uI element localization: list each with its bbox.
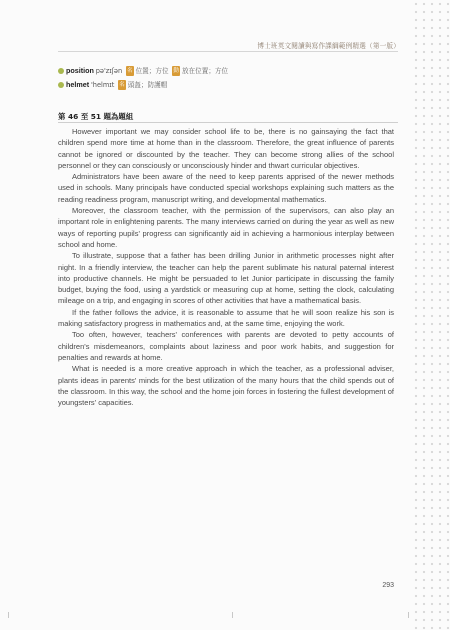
paragraph: However important we may consider school life to be, there is no gainsaying the fact that children spend more time at home than in the classroom. Therefore, the great influence of parents cannot be ignored or discounted by the teacher. They can become strong allies of the school personnel or they can consciously or unconsciously hinder and thwart curricular objectives. xyxy=(58,127,394,170)
paragraph: Too often, however, teachers' conferences with parents are devoted to petty accounts of children's misdemeanors, complaints about laziness and poor work habits, and suggestion for penalties and rewards at home. xyxy=(58,330,394,362)
section-title: 第 46 至 51 題為題組 xyxy=(58,112,134,121)
vocab-definition: 位置；方位 xyxy=(135,67,169,75)
vocab-phonetic: pə'zɪʃən xyxy=(95,67,123,75)
page-number: 293 xyxy=(382,582,394,589)
vocab-entry-helmet xyxy=(58,80,398,90)
paragraph: To illustrate, suppose that a father has been drilling Junior in arithmetic processes night after night. In a friendly interview, the teacher can help the parent sublimate his natural paternal interest into productive channels. He might be persuaded to let Junior participate in discussing the family budget, buying the food, using a yardstick or measuring cup at home, setting the clock, calculating mileage on a trip, and engaging in scores of other activities that have a mathematical basis. xyxy=(58,251,394,306)
crop-mark xyxy=(8,612,9,618)
header-divider xyxy=(58,51,398,52)
pos-tag: 名 xyxy=(126,68,133,74)
paragraph: What is needed is a more creative approach in which the teacher, as a professional adviser, plants ideas in parents' minds for the best utilization of the many hours that the child spends out of the classroom. In this way, the school and the home join forces in fostering the fullest development of youngsters' capacities. xyxy=(58,364,394,408)
section-divider xyxy=(58,122,398,123)
vocab-entry-position xyxy=(58,66,398,76)
pos-tag: 動 xyxy=(173,68,179,74)
running-header: 博士班英文閱讀與寫作課綱範例精選（第一版） xyxy=(257,42,400,50)
bullet-icon xyxy=(58,82,64,88)
bullet-icon xyxy=(58,68,64,74)
vocab-word: position xyxy=(66,66,94,75)
paragraph: If the father follows the advice, it is reasonable to assume that he will soon realize his son is making satisfactory progress in mathematics and, at the same time, enjoying the work. xyxy=(58,307,394,329)
paragraph: Administrators have been aware of the need to keep parents apprised of the newer methods used in schools. Many principals have conducted special workshops explaining such matters as the reading readiness program, manuscript writing, and developmental mathematics. xyxy=(58,172,394,204)
crop-mark xyxy=(408,612,409,618)
pos-tag: 名 xyxy=(119,82,125,88)
vocab-definition: 放在位置；方位 xyxy=(181,67,229,75)
vocab-phonetic: 'helmɪt xyxy=(90,81,115,89)
paragraph: Moreover, the classroom teacher, with the permission of the supervisors, can also play an important role in enlightening parents. The many interviews carried on during the year as well as new ways of reporting pupils' progress can significantly aid in achieving a harmonious interplay between school and home. xyxy=(58,206,394,249)
crop-mark xyxy=(232,612,233,618)
vocab-definition: 頭盔；防護帽 xyxy=(127,81,168,89)
passage-body xyxy=(58,126,394,408)
vocab-word: helmet xyxy=(66,80,90,89)
decorative-dot-strip xyxy=(412,0,450,630)
